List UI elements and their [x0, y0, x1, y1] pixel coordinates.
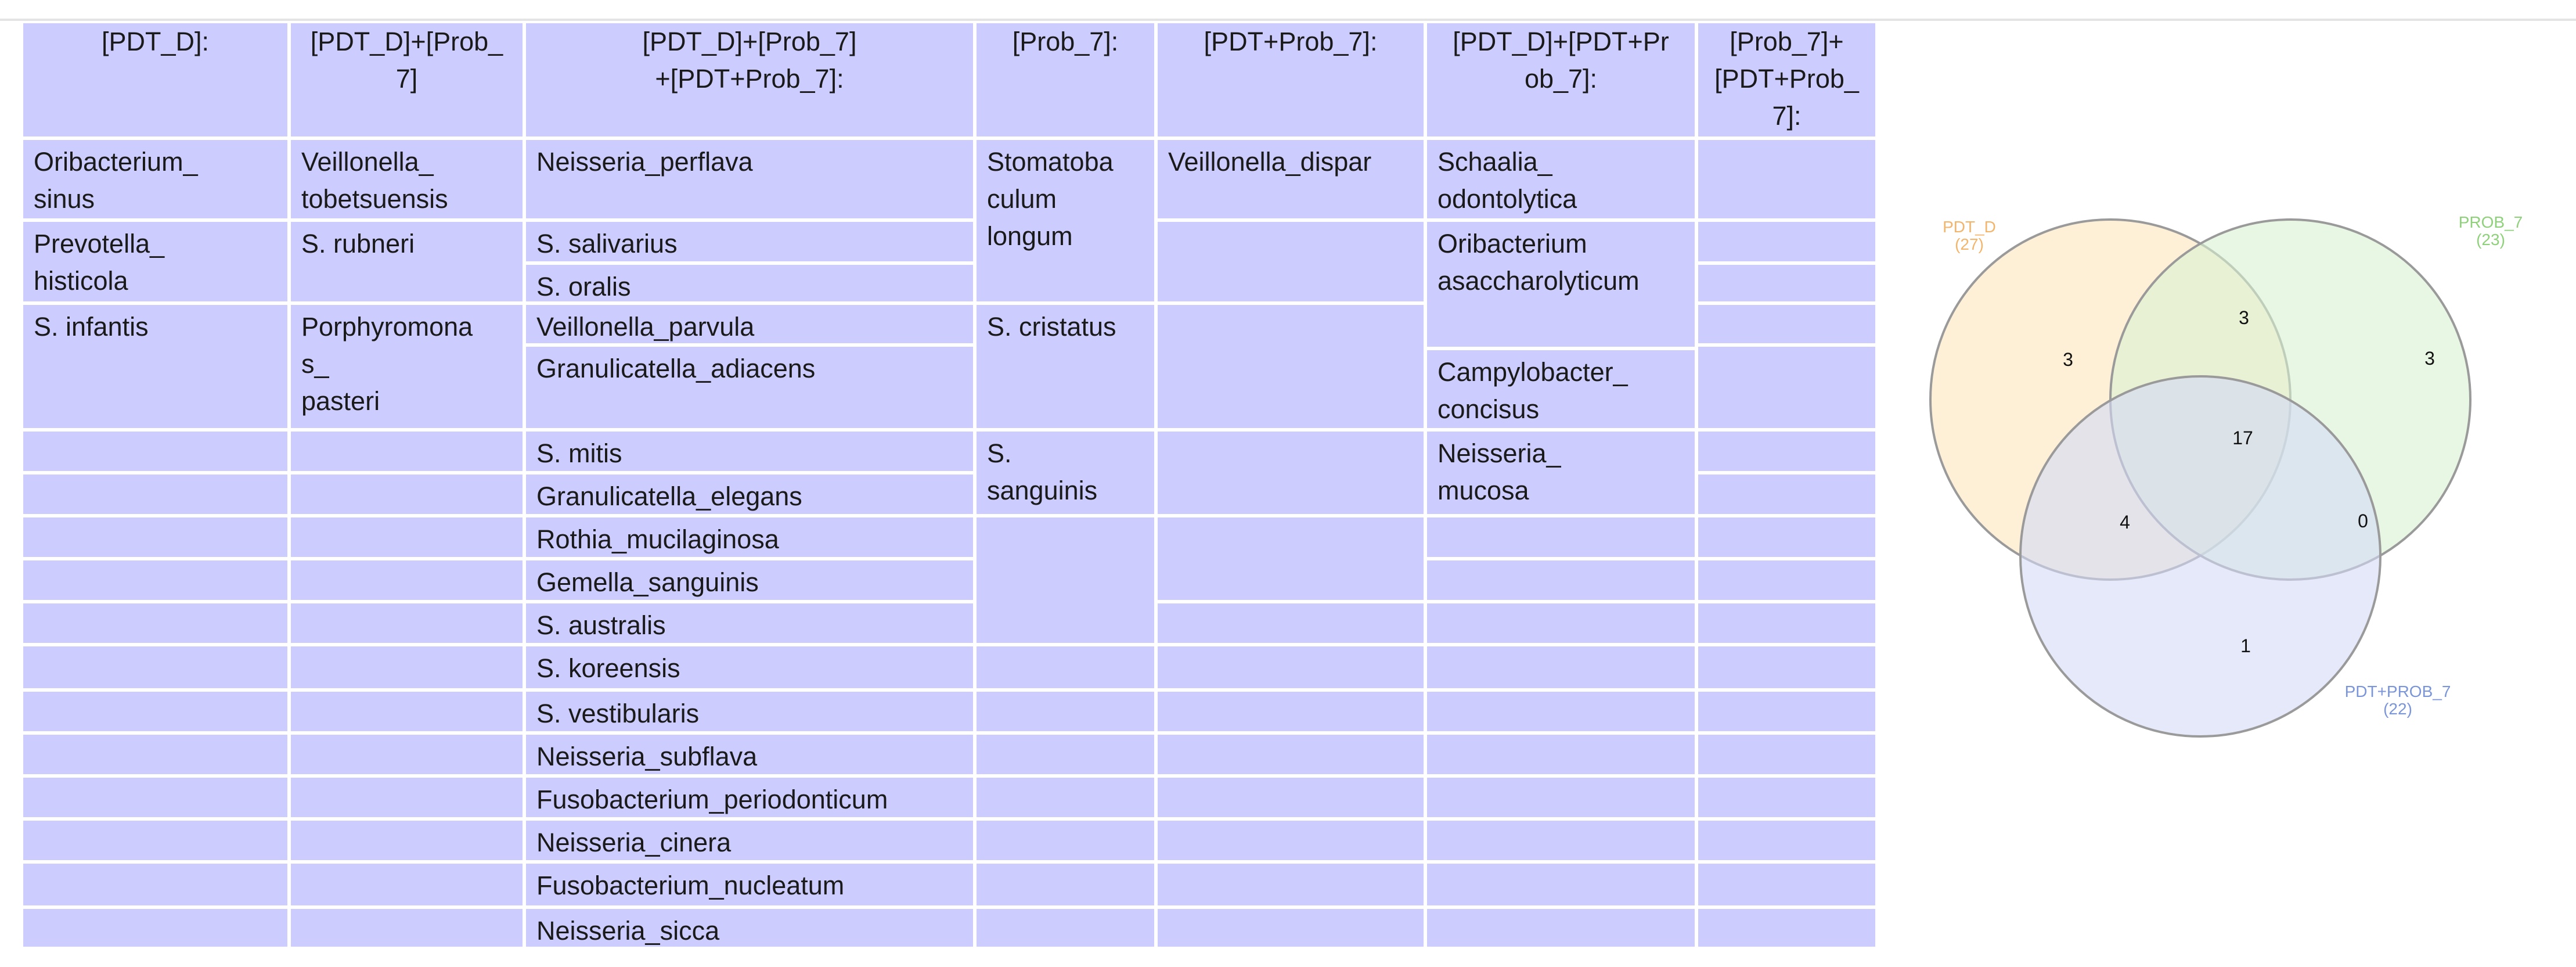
empty-cell: [23, 735, 287, 774]
empty-cell: [1698, 821, 1875, 860]
species-cell: Neisseria_cinera: [526, 821, 973, 860]
empty-cell: [291, 517, 523, 557]
empty-cell: [1698, 265, 1875, 301]
empty-cell: [23, 821, 287, 860]
empty-cell: [291, 646, 523, 688]
species-cell: Fusobacterium_nucleatum: [526, 864, 973, 905]
empty-cell: [291, 432, 523, 471]
empty-cell: [1158, 305, 1424, 428]
empty-cell: [1698, 778, 1875, 817]
empty-cell: [1427, 735, 1695, 774]
header-all-three: [PDT_D]+[Prob_7] +[PDT+Prob_7]:: [526, 23, 973, 136]
header-pdt-d-prob7: [PDT_D]+[Prob_ 7]: [291, 23, 523, 136]
venn-diagram: [1916, 174, 2555, 784]
empty-cell: [1698, 692, 1875, 731]
empty-cell: [1158, 222, 1424, 301]
species-cell: Rothia_mucilaginosa: [526, 517, 973, 557]
empty-cell: [1158, 432, 1424, 514]
venn-count-pdt-only: 3: [2063, 349, 2073, 370]
empty-cell: [291, 909, 523, 947]
empty-cell: [1698, 474, 1875, 514]
species-cell: Fusobacterium_periodonticum: [526, 778, 973, 817]
venn-size-pdt-prob-7: (22): [2383, 700, 2412, 718]
empty-cell: [291, 821, 523, 860]
species-cell: Neisseria_perflava: [526, 140, 973, 218]
header-pdt-d: [PDT_D]:: [23, 23, 287, 136]
species-cell: Porphyromona s_ pasteri: [291, 305, 523, 428]
header-pdt-prob7: [PDT+Prob_7]:: [1158, 23, 1424, 136]
species-cell: S. oralis: [526, 265, 973, 301]
empty-cell: [23, 474, 287, 514]
species-cell: Granulicatella_adiacens: [526, 347, 973, 428]
empty-cell: [23, 603, 287, 643]
header-pdt-d-pdt-prob7: [PDT_D]+[PDT+Pr ob_7]:: [1427, 23, 1695, 136]
empty-cell: [1427, 778, 1695, 817]
empty-cell: [1158, 646, 1424, 688]
empty-cell: [1698, 305, 1875, 343]
empty-cell: [1427, 821, 1695, 860]
empty-cell: [1698, 864, 1875, 905]
top-divider: [0, 19, 2576, 21]
empty-cell: [1427, 646, 1695, 688]
venn-label-pdt-prob-7: PDT+PROB_7: [2344, 682, 2451, 700]
empty-cell: [977, 821, 1154, 860]
venn-count-pdt-prob: 3: [2239, 307, 2249, 328]
species-cell: Neisseria_sicca: [526, 909, 973, 947]
species-cell: S. rubneri: [291, 222, 523, 301]
venn-size-prob-7: (23): [2476, 231, 2505, 249]
empty-cell: [1698, 646, 1875, 688]
empty-cell: [977, 909, 1154, 947]
empty-cell: [1698, 140, 1875, 218]
empty-cell: [291, 474, 523, 514]
empty-cell: [291, 735, 523, 774]
empty-cell: [1427, 517, 1695, 557]
empty-cell: [1427, 692, 1695, 731]
species-cell: S. sanguinis: [977, 432, 1154, 514]
empty-cell: [1698, 735, 1875, 774]
empty-cell: [1427, 603, 1695, 643]
empty-cell: [1698, 603, 1875, 643]
venn-size-pdt-d: (27): [1955, 235, 1984, 253]
venn-count-all-three: 17: [2232, 427, 2253, 448]
empty-cell: [1158, 603, 1424, 643]
empty-cell: [977, 646, 1154, 688]
species-cell: Prevotella_ histicola: [23, 222, 287, 301]
empty-cell: [1698, 517, 1875, 557]
species-cell: Campylobacter_ concisus: [1427, 350, 1695, 428]
empty-cell: [977, 692, 1154, 731]
species-cell: Neisseria_ mucosa: [1427, 432, 1695, 514]
venn-circle-pdt-prob-7: [2020, 376, 2380, 736]
empty-cell: [1427, 864, 1695, 905]
header-prob7-pdt-prob7: [Prob_7]+ [PDT+Prob_ 7]:: [1698, 23, 1875, 136]
species-cell: S. infantis: [23, 305, 287, 428]
empty-cell: [1698, 222, 1875, 261]
empty-cell: [1158, 517, 1424, 600]
species-cell: S. mitis: [526, 432, 973, 471]
empty-cell: [977, 735, 1154, 774]
species-cell: Stomatoba culum longum: [977, 140, 1154, 301]
species-cell: Oribacterium_ sinus: [23, 140, 287, 218]
species-cell: Veillonella_dispar: [1158, 140, 1424, 218]
species-cell: Gemella_sanguinis: [526, 560, 973, 600]
venn-count-combo-only: 1: [2240, 635, 2251, 656]
empty-cell: [291, 778, 523, 817]
species-cell: S. vestibularis: [526, 692, 973, 731]
empty-cell: [1698, 347, 1875, 428]
empty-cell: [23, 432, 287, 471]
species-cell: S. koreensis: [526, 646, 973, 688]
empty-cell: [23, 864, 287, 905]
empty-cell: [1427, 909, 1695, 947]
empty-cell: [977, 778, 1154, 817]
empty-cell: [23, 646, 287, 688]
empty-cell: [1698, 432, 1875, 471]
empty-cell: [291, 692, 523, 731]
species-cell: Veillonella_ tobetsuensis: [291, 140, 523, 218]
venn-label-prob-7: PROB_7: [2458, 213, 2523, 231]
empty-cell: [977, 517, 1154, 643]
empty-cell: [977, 864, 1154, 905]
empty-cell: [23, 560, 287, 600]
empty-cell: [1158, 909, 1424, 947]
empty-cell: [291, 864, 523, 905]
empty-cell: [1698, 560, 1875, 600]
empty-cell: [1158, 692, 1424, 731]
venn-label-pdt-d: PDT_D: [1943, 218, 1996, 236]
empty-cell: [23, 778, 287, 817]
venn-count-prob-only: 3: [2424, 348, 2435, 369]
venn-count-pdt-combo: 4: [2120, 512, 2130, 533]
empty-cell: [1158, 735, 1424, 774]
venn-count-prob-combo: 0: [2358, 511, 2368, 531]
empty-cell: [23, 692, 287, 731]
empty-cell: [1427, 560, 1695, 600]
empty-cell: [23, 909, 287, 947]
empty-cell: [1158, 864, 1424, 905]
species-table: [23, 23, 1875, 947]
species-cell: Oribacterium asaccharolyticum: [1427, 222, 1695, 347]
species-cell: Veillonella_parvula: [526, 305, 973, 343]
empty-cell: [1158, 778, 1424, 817]
empty-cell: [291, 603, 523, 643]
species-cell: Neisseria_subflava: [526, 735, 973, 774]
header-prob7: [Prob_7]:: [977, 23, 1154, 136]
species-cell: S. cristatus: [977, 305, 1154, 428]
empty-cell: [23, 517, 287, 557]
species-cell: S. salivarius: [526, 222, 973, 261]
species-cell: Granulicatella_elegans: [526, 474, 973, 514]
species-cell: Schaalia_ odontolytica: [1427, 140, 1695, 218]
empty-cell: [1158, 821, 1424, 860]
empty-cell: [291, 560, 523, 600]
empty-cell: [1698, 909, 1875, 947]
species-cell: S. australis: [526, 603, 973, 643]
